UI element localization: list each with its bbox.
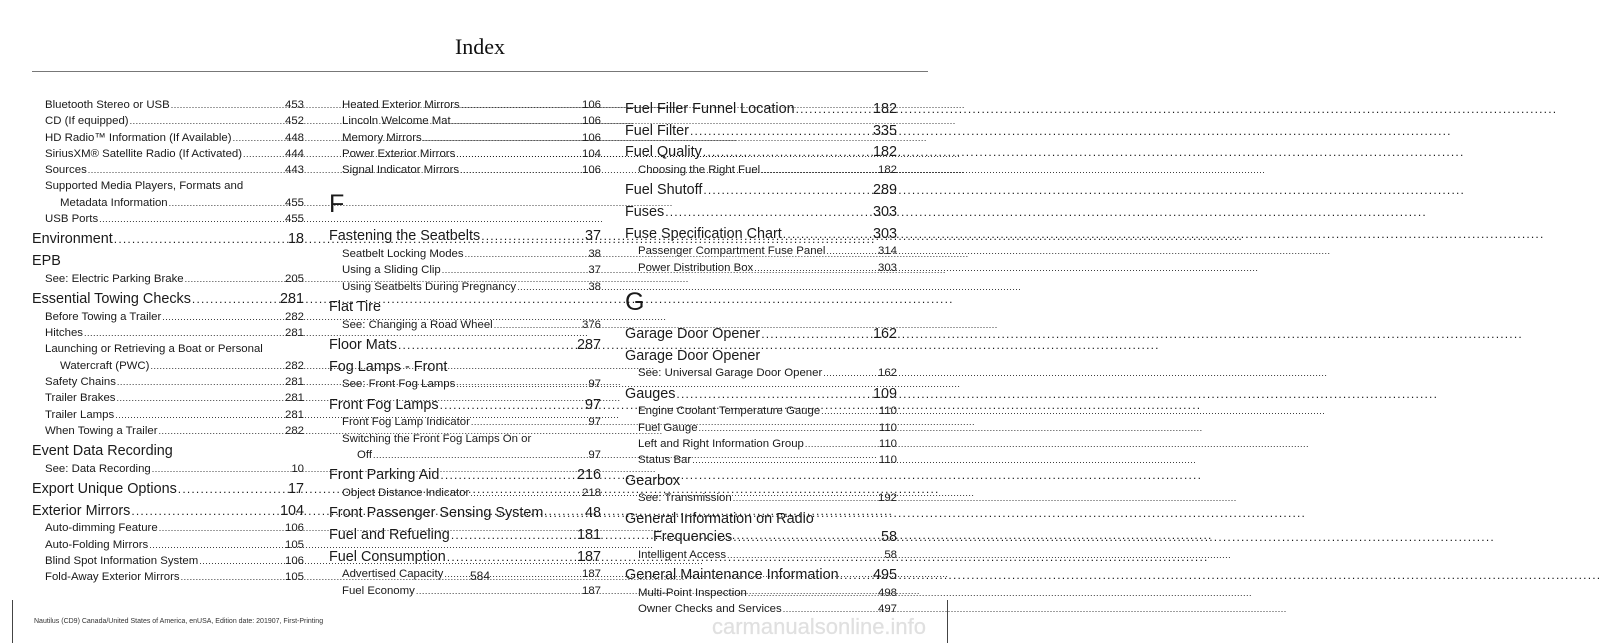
dot-leader: [727, 547, 883, 563]
index-subentry-using-seatbelts-during-pregnancy[interactable]: [329, 279, 601, 295]
index-subentry-text: Switching the Front Fog Lamps On or: [342, 432, 532, 445]
entry-label: Seatbelt Locking Modes: [342, 248, 464, 261]
entry-page-number[interactable]: 376: [581, 318, 601, 331]
entry-page-number[interactable]: 97: [588, 378, 601, 391]
dot-leader: [185, 271, 284, 287]
entry-label: Fuel and Refueling: [329, 526, 450, 543]
entry-page-number[interactable]: 162: [872, 326, 897, 343]
entry-page-number[interactable]: 18: [287, 231, 304, 248]
dot-leader: [481, 227, 584, 246]
entry-label: Left and Right Information Group: [638, 437, 804, 450]
page-number: 584: [469, 569, 491, 583]
entry-label: Multi-Point Inspection: [638, 586, 747, 599]
index-entry-exterior-mirrors[interactable]: [32, 502, 304, 521]
index-entry-frequencies[interactable]: [625, 528, 897, 547]
dot-leader: [442, 262, 588, 278]
dot-leader: [703, 143, 872, 162]
dot-leader: [471, 414, 587, 430]
section-letter: F: [329, 190, 345, 219]
index-subentry-see-universal-garage-door-opener[interactable]: [625, 365, 897, 381]
index-entry-fuel-and-refueling[interactable]: [329, 526, 601, 545]
footer-edition-text: Nautilus (CD9) Canada/United States of America, enUSA, Edition date: 201907, First-Printing: [34, 618, 324, 625]
dot-leader: [192, 290, 279, 309]
dot-leader: [440, 466, 576, 485]
entry-label: Essential Towing Checks: [32, 291, 191, 308]
entry-label: CD (If equipped): [45, 115, 129, 128]
index-subentry-see-changing-a-road-wheel[interactable]: [329, 317, 601, 333]
entry-page-number[interactable]: 109: [872, 385, 897, 402]
index-subentry-fuel-economy[interactable]: [329, 583, 601, 599]
entry-page-number[interactable]: 281: [279, 291, 304, 308]
entry-label: See: Transmission: [638, 492, 732, 505]
entry-page-number[interactable]: 498: [877, 586, 897, 599]
entry-label: Garage Door Opener: [625, 326, 761, 343]
entry-label: Lincoln Welcome Mat: [342, 115, 451, 128]
dot-leader: [115, 407, 284, 423]
index-subentry-auto-dimming-feature[interactable]: [32, 520, 304, 536]
index-subentry-see-data-recording[interactable]: [32, 461, 304, 477]
dot-leader: [748, 585, 877, 601]
dot-leader: [692, 452, 878, 468]
dot-leader: [416, 583, 581, 599]
dot-leader: [150, 358, 284, 374]
dot-leader: [452, 113, 581, 129]
entry-page-number[interactable]: 104: [279, 502, 304, 519]
dot-leader: [131, 502, 279, 521]
entry-page-number[interactable]: 444: [284, 147, 304, 160]
entry-page-number[interactable]: 303: [872, 204, 897, 221]
dot-leader: [676, 385, 872, 404]
dot-leader: [440, 396, 584, 415]
entry-label: Engine Coolant Temperature Gauge: [638, 405, 821, 418]
entry-page-number[interactable]: 287: [576, 337, 601, 354]
crop-mark-left: [12, 600, 13, 643]
entry-label: Trailer Lamps: [45, 408, 115, 421]
index-subentry-auto-folding-mirrors[interactable]: [32, 537, 304, 553]
dot-leader: [169, 195, 284, 211]
dot-leader: [158, 423, 284, 439]
index-heading: EPB: [32, 253, 61, 270]
entry-page-number[interactable]: 282: [284, 424, 304, 437]
dot-leader: [243, 146, 284, 162]
entry-page-number[interactable]: 289: [872, 182, 897, 199]
index-subentry-multi-point-inspection[interactable]: [625, 585, 897, 601]
entry-page-number[interactable]: 104: [581, 147, 601, 160]
index-entry-floor-mats[interactable]: [329, 336, 601, 355]
entry-page-number[interactable]: 218: [581, 486, 601, 499]
index-subentry-siriusxm-satellite-radio-if-activated[interactable]: [32, 146, 304, 162]
dot-leader: [456, 146, 581, 162]
entry-page-number[interactable]: 455: [284, 196, 304, 209]
entry-page-number[interactable]: 58: [884, 548, 897, 561]
index-subentry-memory-mirrors[interactable]: [329, 130, 601, 146]
index-subentry-using-a-sliding-clip[interactable]: [329, 262, 601, 278]
entry-page-number[interactable]: 97: [588, 416, 601, 429]
entry-label: Fuel Shutoff: [625, 182, 703, 199]
index-column-1: [32, 97, 304, 586]
dot-leader: [470, 485, 581, 501]
dot-leader: [460, 162, 581, 178]
entry-page-number[interactable]: 216: [576, 467, 601, 484]
entry-page-number[interactable]: 187: [581, 584, 601, 597]
dot-leader: [149, 537, 284, 553]
index-subentry-status-bar[interactable]: [625, 452, 897, 468]
entry-page-number[interactable]: 495: [872, 567, 897, 584]
dot-leader: [544, 504, 584, 523]
index-subentry-left-and-right-information-group[interactable]: [625, 436, 897, 452]
section-letter: G: [625, 288, 645, 317]
entry-label: Power Distribution Box: [638, 261, 754, 274]
entry-page-number[interactable]: 303: [872, 225, 897, 242]
dot-leader: [171, 97, 284, 113]
index-subentry-before-towing-a-trailer[interactable]: [32, 309, 304, 325]
entry-page-number[interactable]: 162: [877, 367, 897, 380]
entry-label: Intelligent Access: [638, 548, 727, 561]
entry-label: Owner Checks and Services: [638, 603, 782, 616]
entry-label: See: Data Recording: [45, 462, 151, 475]
index-subentry-intelligent-access[interactable]: [625, 547, 897, 563]
entry-label: See: Changing a Road Wheel: [342, 318, 493, 331]
dot-leader: [805, 436, 878, 452]
index-subentry-trailer-lamps[interactable]: [32, 407, 304, 423]
index-subentry-safety-chains[interactable]: [32, 374, 304, 390]
entry-page-number[interactable]: 58: [880, 529, 897, 546]
index-subentry-lincoln-welcome-mat[interactable]: [329, 113, 601, 129]
dot-leader: [761, 162, 877, 178]
entry-page-number[interactable]: 497: [877, 603, 897, 616]
dot-leader: [398, 336, 576, 355]
entry-page-number[interactable]: 106: [284, 555, 304, 568]
entry-label: Before Towing a Trailer: [45, 310, 162, 323]
index-subentry-see-electric-parking-brake[interactable]: [32, 271, 304, 287]
dot-leader: [823, 365, 877, 381]
dot-leader: [821, 403, 878, 419]
dot-leader: [733, 490, 877, 506]
entry-page-number[interactable]: 187: [576, 548, 601, 565]
index-entry-garage-door-opener[interactable]: [625, 325, 897, 344]
dot-leader: [690, 122, 872, 141]
entry-page-number[interactable]: 106: [581, 115, 601, 128]
entry-page-number[interactable]: 453: [284, 99, 304, 111]
index-entry-environment[interactable]: [32, 230, 304, 249]
index-subentry-engine-coolant-temperature-gauge[interactable]: [625, 403, 897, 419]
entry-label: Gauges: [625, 385, 676, 402]
entry-label: Blind Spot Information System: [45, 555, 199, 568]
entry-label: Off: [357, 449, 372, 461]
entry-page-number[interactable]: 455: [284, 213, 304, 226]
entry-label: Sources: [45, 164, 87, 177]
dot-leader: [761, 325, 872, 344]
index-heading: Fog Lamps - Front: [329, 358, 448, 375]
index-subentry-fuel-gauge[interactable]: [625, 420, 897, 436]
entry-page-number[interactable]: 281: [284, 375, 304, 388]
entry-label: Trailer Brakes: [45, 392, 116, 405]
svg-text:carmanualsonline.info: carmanualsonline.info: [712, 614, 927, 639]
watermark-logo: [712, 612, 952, 642]
entry-label: Fuses: [625, 204, 665, 221]
dot-leader: [99, 211, 284, 227]
entry-page-number[interactable]: 443: [284, 164, 304, 177]
dot-leader: [162, 309, 284, 325]
entry-page-number[interactable]: 105: [284, 538, 304, 551]
dot-leader: [178, 480, 287, 499]
entry-page-number[interactable]: 48: [584, 505, 601, 522]
entry-page-number[interactable]: 182: [872, 144, 897, 161]
entry-label: Advertised Capacity: [342, 568, 444, 581]
entry-label: Choosing the Right Fuel: [638, 164, 761, 177]
dot-leader: [199, 553, 284, 569]
dot-leader: [130, 113, 284, 129]
entry-label: Using Seatbelts During Pregnancy: [342, 280, 517, 293]
entry-label: Watercraft (PWC): [60, 359, 150, 372]
index-heading: Event Data Recording: [32, 443, 173, 460]
entry-page-number[interactable]: 110: [878, 454, 897, 467]
entry-label: Fuel Gauge: [638, 421, 698, 434]
entry-label: Power Exterior Mirrors: [342, 147, 456, 160]
index-entry-fastening-the-seatbelts[interactable]: [329, 227, 601, 246]
index-entry-fuel-quality[interactable]: [625, 143, 897, 162]
index-heading: Gearbox: [625, 472, 681, 489]
entry-label: Object Distance Indicator: [342, 486, 470, 499]
entry-label: Auto-Folding Mirrors: [45, 538, 149, 551]
entry-label: Export Unique Options: [32, 481, 177, 498]
entry-label: Fastening the Seatbelts: [329, 228, 481, 245]
entry-label: Floor Mats: [329, 337, 397, 354]
dot-leader: [826, 243, 877, 259]
dot-leader: [703, 181, 872, 200]
entry-label: Metadata Information: [60, 196, 168, 209]
entry-label: Front Parking Aid: [329, 467, 440, 484]
entry-label: General Maintenance Information: [625, 567, 839, 584]
dot-leader: [373, 447, 587, 463]
index-entry-front-parking-aid[interactable]: [329, 466, 601, 485]
index-subentry-passenger-compartment-fuse-panel[interactable]: [625, 243, 897, 259]
index-entry-gauges[interactable]: [625, 385, 897, 404]
entry-page-number[interactable]: 106: [581, 131, 601, 144]
entry-page-number[interactable]: 314: [877, 245, 897, 258]
dot-leader: [451, 526, 576, 545]
entry-page-number[interactable]: 106: [581, 99, 601, 111]
entry-label: Environment: [32, 231, 113, 248]
entry-label: Fuel Consumption: [329, 548, 446, 565]
dot-leader: [423, 130, 581, 146]
entry-label: Front Fog Lamps: [329, 396, 439, 413]
entry-label: Fold-Away Exterior Mirrors: [45, 571, 180, 584]
dot-leader: [461, 97, 581, 113]
index-entry-front-fog-lamps[interactable]: [329, 396, 601, 415]
index-subentry-power-exterior-mirrors[interactable]: [329, 146, 601, 162]
header-divider: [32, 71, 928, 72]
index-subentry-metadata-information[interactable]: [32, 195, 304, 211]
index-subentry-sources[interactable]: [32, 162, 304, 178]
entry-page-number[interactable]: 105: [284, 571, 304, 584]
index-entry-fuses[interactable]: [625, 203, 897, 222]
entry-label: Hitches: [45, 327, 83, 340]
entry-label: See: Front Fog Lamps: [342, 378, 456, 391]
dot-leader: [84, 325, 284, 341]
index-entry-fuse-specification-chart[interactable]: [625, 225, 897, 244]
entry-page-number[interactable]: 38: [588, 280, 601, 293]
dot-leader: [114, 230, 287, 249]
entry-label: Fuel Filler Funnel Location: [625, 101, 795, 117]
dot-leader: [517, 279, 587, 295]
entry-page-number[interactable]: 282: [284, 310, 304, 323]
index-subentry-hd-radio-information-if-available[interactable]: [32, 130, 304, 146]
dot-leader: [796, 100, 872, 119]
dot-leader: [456, 376, 587, 392]
entry-label: Status Bar: [638, 454, 692, 467]
entry-label: Front Passenger Sensing System: [329, 505, 544, 522]
index-subentry-choosing-the-right-fuel[interactable]: [625, 162, 897, 178]
dot-leader: [733, 528, 880, 547]
entry-label: Front Fog Lamp Indicator: [342, 416, 470, 429]
index-entry-export-unique-options[interactable]: [32, 480, 304, 499]
index-subentry-bluetooth-stereo-or-usb[interactable]: [32, 97, 304, 113]
entry-page-number[interactable]: 281: [284, 327, 304, 340]
entry-label: Heated Exterior Mirrors: [342, 99, 460, 111]
index-entry-fuel-filter[interactable]: [625, 122, 897, 141]
entry-page-number[interactable]: 110: [878, 405, 897, 418]
index-heading: Garage Door Opener: [625, 347, 761, 364]
entry-page-number[interactable]: 205: [284, 272, 304, 285]
entry-label: Exterior Mirrors: [32, 502, 131, 519]
dot-leader: [783, 225, 872, 244]
dot-leader: [117, 374, 284, 390]
index-subentry-text: Supported Media Players, Formats and: [45, 180, 244, 193]
index-subentry-hitches[interactable]: [32, 325, 304, 341]
dot-leader: [665, 203, 872, 222]
entry-label: Signal Indicator Mirrors: [342, 164, 460, 177]
entry-page-number[interactable]: 281: [284, 392, 304, 405]
entry-page-number[interactable]: 106: [581, 164, 601, 177]
dot-leader: [494, 317, 581, 333]
index-subentry-power-distribution-box[interactable]: [625, 260, 897, 276]
dot-leader: [447, 548, 576, 567]
entry-page-number[interactable]: 181: [576, 526, 601, 543]
entry-label: Fuel Quality: [625, 144, 702, 161]
entry-page-number[interactable]: 192: [877, 492, 897, 505]
entry-page-number[interactable]: 10: [291, 462, 304, 475]
entry-page-number[interactable]: 281: [284, 408, 304, 421]
dot-leader: [754, 260, 877, 276]
entry-label: Fuel Economy: [342, 584, 415, 597]
entry-label: Memory Mirrors: [342, 131, 422, 144]
index-subentry-see-front-fog-lamps[interactable]: [329, 376, 601, 392]
entry-label: See: Universal Garage Door Opener: [638, 367, 823, 380]
dot-leader: [465, 246, 588, 262]
index-subentry-off[interactable]: [329, 447, 601, 463]
entry-label: Bluetooth Stereo or USB: [45, 99, 170, 111]
index-subentry-watercraft-pwc[interactable]: [32, 358, 304, 374]
index-subentry-when-towing-a-trailer[interactable]: [32, 423, 304, 439]
index-subentry-see-transmission[interactable]: [625, 490, 897, 506]
entry-label: Frequencies: [653, 529, 733, 546]
index-column-2: [329, 97, 601, 599]
index-subentry-cd-if-equipped[interactable]: [32, 113, 304, 129]
entry-label: HD Radio™ Information (If Available): [45, 131, 232, 144]
index-subentry-blind-spot-information-system[interactable]: [32, 553, 304, 569]
entry-page-number[interactable]: 37: [588, 264, 601, 277]
entry-label: Fuse Specification Chart: [625, 225, 782, 242]
entry-page-number[interactable]: 182: [872, 101, 897, 117]
entry-page-number[interactable]: 282: [284, 359, 304, 372]
entry-label: See: Electric Parking Brake: [45, 272, 184, 285]
entry-page-number[interactable]: 335: [872, 122, 897, 139]
dot-leader: [152, 461, 291, 477]
index-subentry-text: Launching or Retrieving a Boat or Personal: [45, 343, 263, 356]
entry-label: Safety Chains: [45, 375, 116, 388]
entry-page-number[interactable]: 448: [284, 131, 304, 144]
entry-page-number[interactable]: 452: [284, 115, 304, 128]
entry-page-number[interactable]: 37: [584, 228, 601, 245]
entry-label: Using a Sliding Clip: [342, 264, 441, 277]
entry-page-number[interactable]: 182: [877, 164, 897, 177]
index-subentry-seatbelt-locking-modes[interactable]: [329, 246, 601, 262]
entry-page-number[interactable]: 97: [584, 396, 601, 413]
index-heading: Flat Tire: [329, 299, 381, 316]
entry-page-number[interactable]: 303: [877, 261, 897, 274]
entry-page-number[interactable]: 106: [284, 522, 304, 535]
index-subentry-signal-indicator-mirrors[interactable]: [329, 162, 601, 178]
index-entry-fuel-filler-funnel-location[interactable]: [625, 100, 897, 119]
entry-label: USB Ports: [45, 213, 99, 226]
entry-label: When Towing a Trailer: [45, 424, 158, 437]
index-entry-essential-towing-checks[interactable]: [32, 290, 304, 309]
entry-page-number[interactable]: 110: [878, 437, 897, 450]
index-heading: General Information on Radio: [625, 510, 814, 527]
entry-label: SiriusXM® Satellite Radio (If Activated): [45, 147, 243, 160]
entry-page-number[interactable]: 110: [878, 421, 897, 434]
page-title: Index: [454, 34, 506, 59]
entry-label: Auto-dimming Feature: [45, 522, 158, 535]
entry-label: Passenger Compartment Fuse Panel: [638, 245, 826, 258]
entry-page-number[interactable]: 97: [588, 449, 601, 461]
dot-leader: [699, 420, 878, 436]
dot-leader: [159, 520, 284, 536]
index-subentry-trailer-brakes[interactable]: [32, 390, 304, 406]
index-entry-fuel-shutoff[interactable]: [625, 181, 897, 200]
index-subentry-usb-ports[interactable]: [32, 211, 304, 227]
dot-leader: [116, 390, 284, 406]
index-subentry-heated-exterior-mirrors[interactable]: [329, 97, 601, 113]
entry-label: Fuel Filter: [625, 122, 689, 139]
dot-leader: [88, 162, 284, 178]
entry-page-number[interactable]: 38: [588, 248, 601, 261]
entry-page-number[interactable]: 17: [287, 481, 304, 498]
entry-page-number[interactable]: 187: [581, 568, 601, 581]
index-column-3: [625, 97, 897, 618]
index-entry-fuel-consumption[interactable]: [329, 548, 601, 567]
index-subentry-object-distance-indicator[interactable]: [329, 485, 601, 501]
dot-leader: [233, 130, 284, 146]
index-subentry-front-fog-lamp-indicator[interactable]: [329, 414, 601, 430]
index-entry-front-passenger-sensing-system[interactable]: [329, 504, 601, 523]
